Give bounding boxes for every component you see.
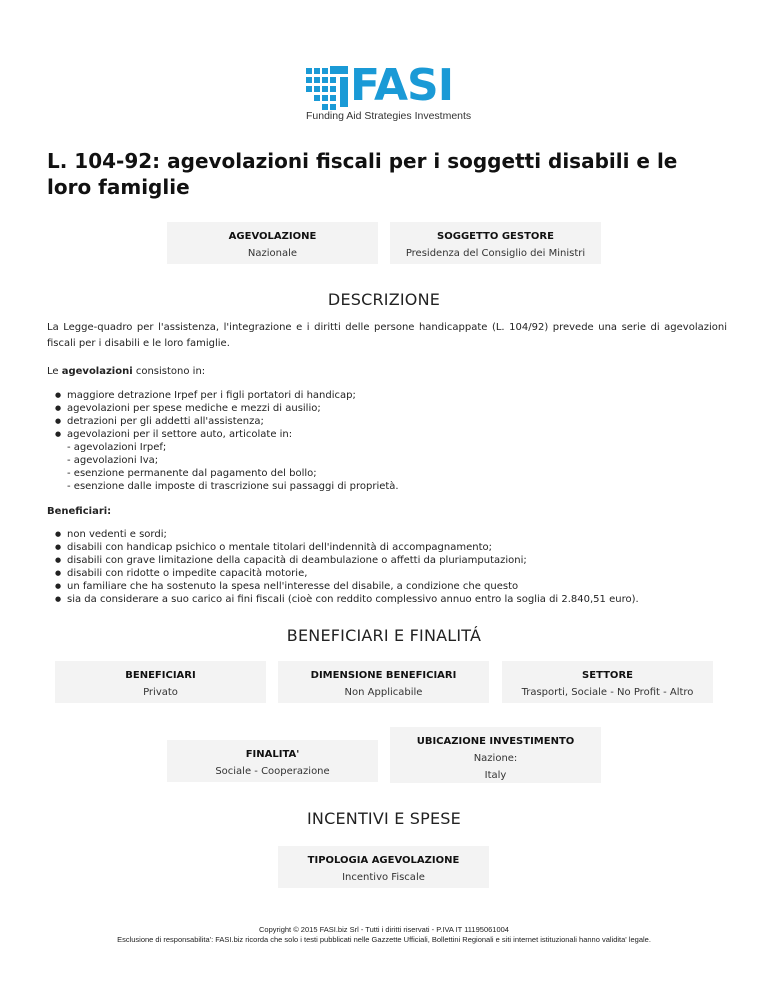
list-item: ● agevolazioni per spese mediche e mezzi di ausilio; xyxy=(47,402,727,415)
section-heading-beneficiari-finalita: BENEFICIARI E FINALITÁ xyxy=(286,626,482,645)
list-item: ● maggiore detrazione Irpef per i figli portatori di handicap; xyxy=(47,389,727,402)
list-subitem: - agevolazioni Iva; xyxy=(67,455,159,466)
logo-subtitle: Funding Aid Strategies Investments xyxy=(306,110,472,122)
info-box-beneficiari xyxy=(55,661,266,703)
box-value-country: Italy xyxy=(484,770,507,781)
box-value: Non Applicabile xyxy=(344,687,423,698)
info-box-finalita xyxy=(167,740,378,782)
box-label: SOGGETTO GESTORE xyxy=(437,231,554,242)
info-box-soggetto-gestore xyxy=(390,222,601,264)
footer-disclaimer: Esclusione di responsabilita': FASI.biz ricorda che solo i testi pubblicati nelle Gazzette Ufficiali, Bollettini Regionali e siti internet istituzionali hanno validita' legale. xyxy=(117,935,651,944)
box-label: UBICAZIONE INVESTIMENTO xyxy=(416,736,575,747)
list-item: ● disabili con grave limitazione della capacità di deambulazione o affetti da pluriamputazioni; xyxy=(47,554,727,567)
list-subitem: - esenzione permanente dal pagamento del bollo; xyxy=(67,468,317,479)
info-box-ubicazione-investimento xyxy=(390,727,601,783)
fasi-logo-mark-icon xyxy=(306,66,348,110)
box-value: Privato xyxy=(143,687,178,698)
box-value: Sociale - Cooperazione xyxy=(215,766,330,777)
list-item: ● disabili con handicap psichico o mentale titolari dell'indennità di accompagnamento; xyxy=(47,541,727,554)
info-box-settore xyxy=(502,661,713,703)
beneficiari-list xyxy=(47,528,727,606)
list-item: ● un familiare che ha sostenuto la spesa nell'interesse del disabile, a condizione che questo xyxy=(47,580,727,593)
box-label: BENEFICIARI xyxy=(125,670,196,681)
box-value: Nazione: xyxy=(473,753,518,764)
box-value: Nazionale xyxy=(247,248,298,259)
beneficiari-label: Beneficiari: xyxy=(47,506,112,517)
box-label: AGEVOLAZIONE xyxy=(228,231,317,242)
list-item: ● sia da considerare a suo carico ai fini fiscali (cioè con reddito complessivo annuo entro la soglia di 2.840,51 euro). xyxy=(47,593,727,606)
footer-copyright: Copyright © 2015 FASI.biz Srl - Tutti i diritti riservati - P.IVA IT 11195061004 xyxy=(259,925,509,934)
box-label: SETTORE xyxy=(582,670,633,681)
agev-bold: agevolazioni xyxy=(61,366,133,377)
page-title: L. 104-92: agevolazioni fiscali per i soggetti disabili e le loro famiglie xyxy=(47,149,678,199)
logo-wordmark: FASI xyxy=(350,60,454,111)
box-value: Incentivo Fiscale xyxy=(342,872,425,883)
list-item: ● disabili con ridotte o impedite capacità motorie, xyxy=(47,567,727,580)
list-item: ● detrazioni per gli addetti all'assistenza; xyxy=(47,415,727,428)
list-subitem: - agevolazioni Irpef; xyxy=(67,442,167,453)
list-item: ● non vedenti e sordi; xyxy=(47,528,727,541)
agevolazioni-intro xyxy=(47,364,727,380)
box-value: Presidenza del Consiglio dei Ministri xyxy=(405,248,586,259)
agevolazioni-list xyxy=(47,389,727,493)
description-intro: La Legge-quadro per l'assistenza, l'integrazione e i diritti delle persone handicappate (L. 104/92) prevede una serie di agevolazioni fiscali per i disabili e le loro famiglie. xyxy=(47,322,727,349)
info-box-dimensione-beneficiari xyxy=(278,661,489,703)
box-label: FINALITA' xyxy=(245,749,300,760)
box-label: TIPOLOGIA AGEVOLAZIONE xyxy=(307,855,460,866)
box-label: DIMENSIONE BENEFICIARI xyxy=(310,670,457,681)
section-heading-incentivi-spese: INCENTIVI E SPESE xyxy=(307,809,461,828)
fasi-logo xyxy=(306,60,472,126)
agev-prefix: Le xyxy=(47,366,62,377)
beneficiari-heading xyxy=(47,504,727,520)
list-subitem: - esenzione dalle imposte di trascrizione sui passaggi di proprietà. xyxy=(67,481,399,492)
box-value: Trasporti, Sociale - No Profit - Altro xyxy=(521,687,694,698)
agev-suffix: consistono in: xyxy=(132,366,206,377)
section-heading-descrizione: DESCRIZIONE xyxy=(327,290,441,309)
info-box-agevolazione xyxy=(167,222,378,264)
info-box-tipologia-agevolazione xyxy=(278,846,489,888)
footer xyxy=(0,925,768,945)
list-item: ● agevolazioni per il settore auto, articolate in: xyxy=(47,428,727,441)
